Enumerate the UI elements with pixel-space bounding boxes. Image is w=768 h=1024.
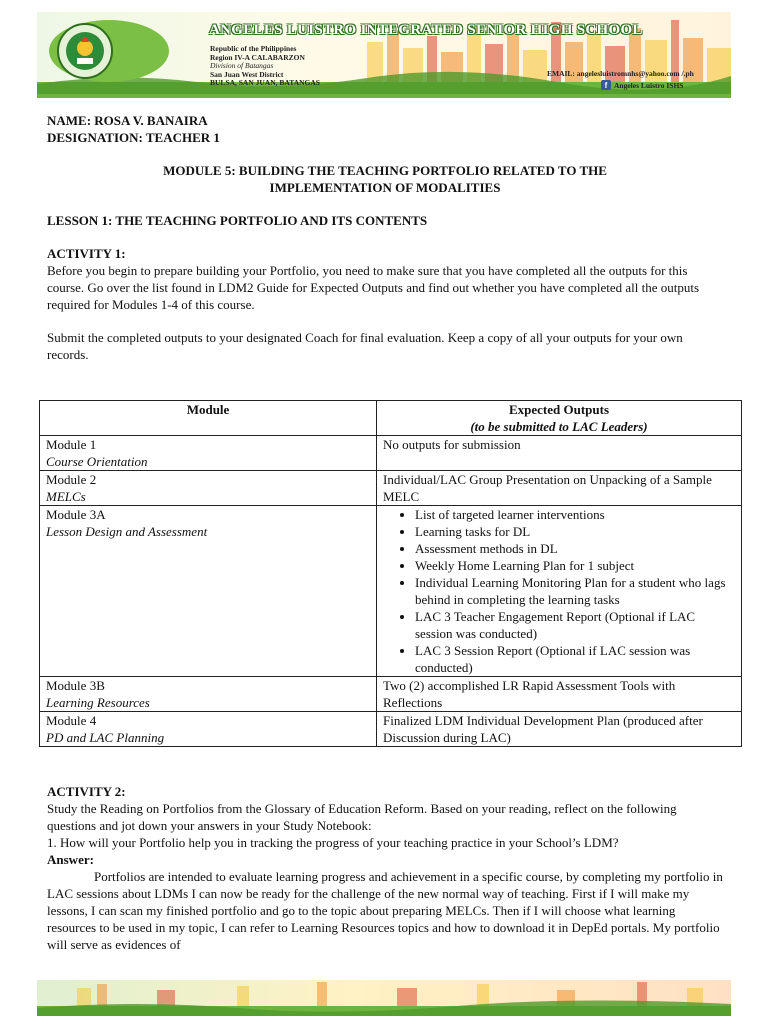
expected-outputs-table bbox=[39, 400, 742, 747]
school-header-banner bbox=[37, 12, 731, 98]
list-item: • Assessment methods in DL bbox=[415, 540, 735, 557]
teacher-name: NAME: ROSA V. BANAIRA bbox=[47, 113, 208, 128]
module-cell: Module 4 PD and LAC Planning bbox=[40, 712, 377, 747]
output-cell: No outputs for submission bbox=[377, 436, 742, 471]
col-module-header: Module bbox=[40, 401, 377, 436]
answer-text: Portfolios are intended to evaluate learning progress and achievement in a specific course, by completing my portfolio in LAC sessions about LDMs I can now be ready for the challenge of the new normal way of teaching. First if I will make my lessons, I can scan my finished portfolio and go to the topic about preparing MELCs. Then if I will choose what learning resources to be used in my topic, I can refer to Learning Resources topics and how to download it in DepEd portals. My portfolio will serve as evidences of bbox=[47, 869, 723, 952]
module-title-line1: MODULE 5: BUILDING THE TEACHING PORTFOLIO RELATED TO THE bbox=[163, 163, 607, 178]
module-cell: Module 3A Lesson Design and Assessment bbox=[40, 506, 377, 677]
table-row bbox=[40, 677, 742, 712]
lesson-title: LESSON 1: THE TEACHING PORTFOLIO AND ITS CONTENTS bbox=[47, 213, 428, 228]
footer-skyline-decoration bbox=[37, 980, 731, 1016]
school-name: ANGELES LUISTRO INTEGRATED SENIOR HIGH SCHOOL bbox=[209, 22, 643, 38]
module-title-line2: IMPLEMENTATION OF MODALITIES bbox=[269, 180, 501, 195]
table-row bbox=[40, 506, 742, 677]
school-facebook: f Angeles Luistro ISHS bbox=[601, 80, 683, 90]
school-seal-logo bbox=[45, 18, 173, 84]
output-bullet-list bbox=[383, 506, 735, 676]
table-header-row bbox=[40, 401, 742, 436]
table-row bbox=[40, 712, 742, 747]
output-cell: Two (2) accomplished LR Rapid Assessment Tools with Reflections bbox=[377, 677, 742, 712]
document-body bbox=[47, 112, 723, 363]
output-cell: Individual/LAC Group Presentation on Unpacking of a Sample MELC bbox=[377, 471, 742, 506]
activity2-paragraph: Study the Reading on Portfolios from the Glossary of Education Reform. Based on your reading, reflect on the following questions and jot down your answers in your Study Notebook: bbox=[47, 801, 677, 833]
facebook-icon: f bbox=[601, 80, 611, 90]
list-item: • LAC 3 Session Report (Optional if LAC session was conducted) bbox=[415, 642, 735, 676]
activity1-paragraph1: Before you begin to prepare building your Portfolio, you need to make sure that you have completed all the outputs for this course. Go over the list found in LDM2 Guide for Expected Outputs and find out whether you have completed all the outputs required for Modules 1-4 of this course. bbox=[47, 263, 700, 312]
module-cell: Module 3B Learning Resources bbox=[40, 677, 377, 712]
list-item: • List of targeted learner interventions bbox=[415, 506, 735, 523]
question-1: 1. How will your Portfolio help you in tracking the progress of your teaching practice in your School’s LDM? bbox=[47, 835, 619, 850]
output-cell: Finalized LDM Individual Development Plan (produced after Discussion during LAC) bbox=[377, 712, 742, 747]
list-item: • LAC 3 Teacher Engagement Report (Optional if LAC session was conducted) bbox=[415, 608, 735, 642]
activity2-section bbox=[47, 783, 723, 953]
list-item: • Individual Learning Monitoring Plan for a student who lags behind in completing the learning tasks bbox=[415, 574, 735, 608]
activity1-paragraph2: Submit the completed outputs to your designated Coach for final evaluation. Keep a copy of all your outputs for your own records. bbox=[47, 330, 683, 362]
list-item: • Learning tasks for DL bbox=[415, 523, 735, 540]
module-cell: Module 1 Course Orientation bbox=[40, 436, 377, 471]
output-cell bbox=[377, 506, 742, 677]
activity2-title: ACTIVITY 2: bbox=[47, 784, 126, 799]
col-outputs-header: Expected Outputs (to be submitted to LAC Leaders) bbox=[377, 401, 742, 436]
teacher-designation: DESIGNATION: TEACHER 1 bbox=[47, 130, 220, 145]
list-item: • Weekly Home Learning Plan for 1 subject bbox=[415, 557, 735, 574]
module-cell: Module 2 MELCs bbox=[40, 471, 377, 506]
school-email: EMAIL: angelesluistromnhs@yahoo.com /.ph bbox=[547, 69, 694, 78]
footer-banner bbox=[37, 980, 731, 1016]
answer-label: Answer: bbox=[47, 852, 94, 867]
school-address: Republic of the Philippines Region IV-A CALABARZON Division of Batangas San Juan West District BULSA, SAN JUAN, BATANGAS bbox=[210, 44, 320, 87]
table-row bbox=[40, 436, 742, 471]
activity1-title: ACTIVITY 1: bbox=[47, 246, 126, 261]
table-row bbox=[40, 471, 742, 506]
